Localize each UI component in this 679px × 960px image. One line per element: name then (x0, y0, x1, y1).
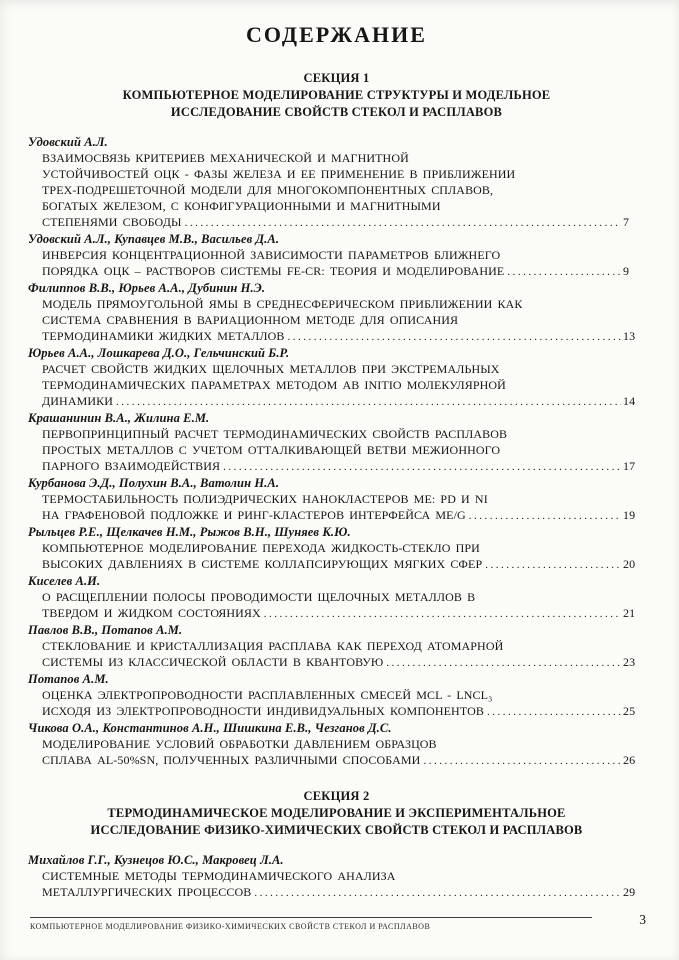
dotted-leader (185, 214, 621, 231)
toc-entry (28, 524, 645, 573)
toc-entry-title-line: БОГАТЫХ ЖЕЛЕЗОМ, С КОНФИГУРАЦИОННЫМИ И МАГНИТНЫМИ (42, 199, 441, 213)
dotted-leader (469, 507, 621, 524)
toc-entry-title-line: СИСТЕМА СРАВНЕНИЯ В ВАРИАЦИОННОМ МЕТОДЕ ДЛЯ ОПИСАНИЯ (42, 313, 459, 327)
toc-entry-title-line: ПАРНОГО ВЗАИМОДЕЙСТВИЯ (42, 459, 221, 473)
toc-entry-last-line (28, 458, 645, 475)
toc-entry-title-line: ТРЕХ-ПОДРЕШЕТОЧНОЙ МОДЕЛИ ДЛЯ МНОГОКОМПОНЕНТНЫХ СПЛАВОВ, (42, 183, 494, 197)
section-heading-line: ТЕРМОДИНАМИЧЕСКОЕ МОДЕЛИРОВАНИЕ И ЭКСПЕРИМЕНТАЛЬНОЕ (107, 806, 566, 820)
toc-entry-title-line: ВЗАИМОСВЯЗЬ КРИТЕРИЕВ МЕХАНИЧЕСКОЙ И МАГНИТНОЙ (42, 151, 409, 165)
toc-entry-authors: Юрьев А.А., Лошкарева Д.О., Гельчинский Б.Р. (28, 346, 290, 360)
toc-entry-title-line: ДИНАМИКИ (42, 394, 113, 408)
toc-entry-page-number: 29 (623, 885, 636, 899)
toc-entry-title-line: КОМПЬЮТЕРНОЕ МОДЕЛИРОВАНИЕ ПЕРЕХОДА ЖИДКОСТЬ-СТЕКЛО ПРИ (42, 541, 480, 555)
toc-entry-page-number: 21 (623, 606, 636, 620)
toc-entry-last-line (28, 752, 645, 769)
toc-entry (28, 671, 645, 720)
toc-entry (28, 134, 645, 231)
toc-entry-authors: Удовский А.Л. (28, 135, 108, 149)
toc-entry-title-line: ТЕРМОДИНАМИЧЕСКИХ ПАРАМЕТРАХ МЕТОДОМ AB INITIO МОЛЕКУЛЯРНОЙ (42, 378, 506, 392)
toc-entry-title-line: ОЦЕНКА ЭЛЕКТРОПРОВОДНОСТИ РАСПЛАВЛЕННЫХ СМЕСЕЙ MCL - LNCL₃ (42, 688, 493, 702)
toc-entry-title-line: О РАСЩЕПЛЕНИИ ПОЛОСЫ ПРОВОДИМОСТИ ЩЕЛОЧНЫХ МЕТАЛЛОВ В (42, 590, 476, 604)
toc-entry-page-number: 13 (623, 329, 636, 343)
section-heading (28, 70, 645, 121)
toc-entry-page-number: 19 (623, 508, 636, 522)
toc-entry-page-number: 23 (623, 655, 636, 669)
toc-entry-title-line: СТЕКЛОВАНИЕ И КРИСТАЛЛИЗАЦИЯ РАСПЛАВА КАК ПЕРЕХОД АТОМАРНОЙ (42, 639, 504, 653)
toc-entry (28, 410, 645, 475)
toc-entry (28, 720, 645, 769)
toc-entry-page-number: 14 (623, 394, 636, 408)
toc-entry (28, 231, 645, 280)
toc-section-1 (28, 70, 645, 769)
toc-entry (28, 345, 645, 410)
toc-entry-title-line: ТВЕРДОМ И ЖИДКОМ СОСТОЯНИЯХ (42, 606, 261, 620)
toc-entry-last-line (28, 214, 645, 231)
dotted-leader (116, 393, 621, 410)
toc-entry-authors: Курбанова Э.Д., Полухин В.А., Ватолин Н.А. (28, 476, 280, 490)
dotted-leader (507, 263, 621, 280)
toc-entry-title-line: ТЕРМОДИНАМИКИ ЖИДКИХ МЕТАЛЛОВ (42, 329, 285, 343)
toc-entry-last-line (28, 393, 645, 410)
section-heading-line: СЕКЦИЯ 2 (303, 789, 370, 803)
toc-entry-authors: Чикова О.А., Константинов А.Н., Шишкина Е.В., Чезганов Д.С. (28, 721, 392, 735)
toc-entry-last-line (28, 556, 645, 573)
toc-entry-authors: Рыльцев Р.Е., Щелкачев Н.М., Рыжов В.Н., Шуняев К.Ю. (28, 525, 351, 539)
toc-entry-title-line: МОДЕЛЬ ПРЯМОУГОЛЬНОЙ ЯМЫ В СРЕДНЕСФЕРИЧЕСКОМ ПРИБЛИЖЕНИИ КАК (42, 297, 523, 311)
dotted-leader (254, 884, 621, 901)
toc-entry-page-number: 7 (623, 215, 630, 229)
section-heading-line: ИССЛЕДОВАНИЕ СВОЙСТВ СТЕКОЛ И РАСПЛАВОВ (170, 105, 503, 119)
toc-section-2 (28, 788, 645, 901)
toc-entry-title-line: МОДЕЛИРОВАНИЕ УСЛОВИЙ ОБРАБОТКИ ДАВЛЕНИЕМ ОБРАЗЦОВ (42, 737, 437, 751)
toc-entry-authors: Крашанинин В.А., Жилина Е.М. (28, 411, 210, 425)
dotted-leader (287, 328, 621, 345)
toc-entry-authors: Филиппов В.В., Юрьев А.А., Дубинин Н.Э. (28, 281, 266, 295)
toc-entry-title-line: ИНВЕРСИЯ КОНЦЕНТРАЦИОННОЙ ЗАВИСИМОСТИ ПАРАМЕТРОВ БЛИЖНЕГО (42, 248, 501, 262)
toc-entry-authors: Павлов В.В., Потапов А.М. (28, 623, 183, 637)
toc-entry (28, 622, 645, 671)
toc-entry-last-line (28, 263, 645, 280)
toc-entry-authors: Удовский А.Л., Купавцев М.В., Васильев Д.А. (28, 232, 280, 246)
toc-entry-title-line: МЕТАЛЛУРГИЧЕСКИХ ПРОЦЕССОВ (42, 885, 252, 899)
toc-entry-title-line: РАСЧЕТ СВОЙСТВ ЖИДКИХ ЩЕЛОЧНЫХ МЕТАЛЛОВ ПРИ ЭКСТРЕМАЛЬНЫХ (42, 362, 500, 376)
toc-entry-last-line (28, 703, 645, 720)
toc-entry-last-line (28, 654, 645, 671)
dotted-leader (487, 703, 621, 720)
toc-entry (28, 573, 645, 622)
toc-entry-title-line: УСТОЙЧИВОСТЕЙ ОЦК - ФАЗЫ ЖЕЛЕЗА И ЕЕ ПРИМЕНЕНИЕ В ПРИБЛИЖЕНИИ (42, 167, 516, 181)
section-heading (28, 788, 645, 839)
toc-entry-title-line: ПРОСТЫХ МЕТАЛЛОВ С УЧЕТОМ ОТТАЛКИВАЮЩЕЙ ВЕТВИ МЕЖИОННОГО (42, 443, 501, 457)
footer-rule (30, 917, 592, 918)
toc-entry (28, 475, 645, 524)
toc-entry-page-number: 25 (623, 704, 636, 718)
toc-entry-page-number: 9 (623, 264, 630, 278)
toc-entry-last-line (28, 507, 645, 524)
dotted-leader (264, 605, 621, 622)
toc-entry-title-line: СТЕПЕНЯМИ СВОБОДЫ (42, 215, 182, 229)
footer-page-number: 3 (639, 912, 646, 927)
toc-entry-title-line: ТЕРМОСТАБИЛЬНОСТЬ ПОЛИЭДРИЧЕСКИХ НАНОКЛАСТЕРОВ ME: PD И NI (42, 492, 488, 506)
footer-running-title: КОМПЬЮТЕРНОЕ МОДЕЛИРОВАНИЕ ФИЗИКО-ХИМИЧЕСКИХ СВОЙСТВ СТЕКОЛ И РАСПЛАВОВ (30, 922, 431, 931)
toc-entry-last-line (28, 328, 645, 345)
dotted-leader (223, 458, 621, 475)
toc-entry-page-number: 17 (623, 459, 636, 473)
toc-entry-title-line: НА ГРАФЕНОВОЙ ПОДЛОЖКЕ И РИНГ-КЛАСТЕРОВ ИНТЕРФЕЙСА ME/G (42, 508, 466, 522)
toc-entry-authors: Киселев А.И. (28, 574, 101, 588)
page-title: СОДЕРЖАНИЕ (246, 22, 427, 47)
dotted-leader (386, 654, 621, 671)
dotted-leader (485, 556, 621, 573)
toc-entry-title-line: ПОРЯДКА ОЦК – РАСТВОРОВ СИСТЕМЫ FE-CR: ТЕОРИЯ И МОДЕЛИРОВАНИЕ (42, 264, 505, 278)
toc-entry-title-line: ИСХОДЯ ИЗ ЭЛЕКТРОПРОВОДНОСТИ ИНДИВИДУАЛЬНЫХ КОМПОНЕНТОВ (42, 704, 484, 718)
section-heading-line: ИССЛЕДОВАНИЕ ФИЗИКО-ХИМИЧЕСКИХ СВОЙСТВ СТЕКОЛ И РАСПЛАВОВ (90, 823, 583, 837)
section-heading-line: СЕКЦИЯ 1 (303, 71, 370, 85)
section-heading-line: КОМПЬЮТЕРНОЕ МОДЕЛИРОВАНИЕ СТРУКТУРЫ И МОДЕЛЬНОЕ (122, 88, 551, 102)
toc-entry-last-line (28, 884, 645, 901)
dotted-leader (423, 752, 621, 769)
toc-entry-page-number: 26 (623, 753, 636, 767)
toc-entry-authors: Михайлов Г.Г., Кузнецов Ю.С., Макровец Л.А. (28, 853, 284, 867)
toc-entry-title-line: СИСТЕМЫ ИЗ КЛАССИЧЕСКОЙ ОБЛАСТИ В КВАНТОВУЮ (42, 655, 384, 669)
toc-entry-title-line: ВЫСОКИХ ДАВЛЕНИЯХ В СИСТЕМЕ КОЛЛАПСИРУЮЩИХ МЯГКИХ СФЕР (42, 557, 483, 571)
toc-entry-authors: Потапов А.М. (28, 672, 109, 686)
toc-entry-title-line: СПЛАВА AL-50%SN, ПОЛУЧЕННЫХ РАЗЛИЧНЫМИ СПОСОБАМИ (42, 753, 421, 767)
toc-entry-title-line: СИСТЕМНЫЕ МЕТОДЫ ТЕРМОДИНАМИЧЕСКОГО АНАЛИЗА (42, 869, 396, 883)
toc-entry-title-line: ПЕРВОПРИНЦИПНЫЙ РАСЧЕТ ТЕРМОДИНАМИЧЕСКИХ СВОЙСТВ РАСПЛАВОВ (42, 427, 508, 441)
toc-entry-last-line (28, 605, 645, 622)
toc-entry (28, 852, 645, 901)
toc-sections (28, 70, 645, 901)
toc-entry-page-number: 20 (623, 557, 636, 571)
page-footer (30, 912, 646, 931)
toc-entry (28, 280, 645, 345)
